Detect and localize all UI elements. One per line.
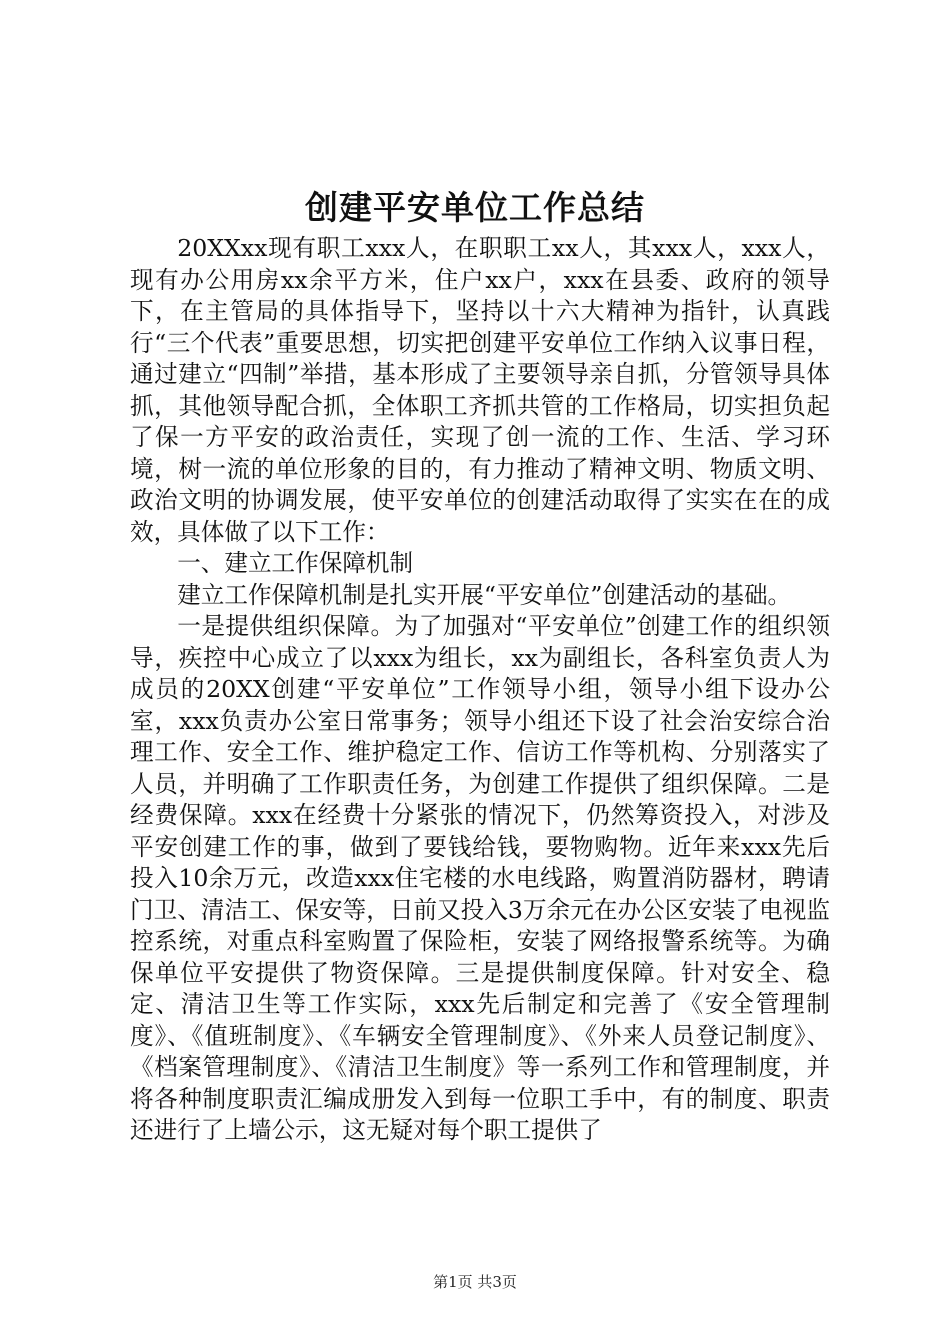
page-number-footer: 第1页 共3页 [433, 1273, 517, 1291]
document-title: 创建平安单位工作总结 [305, 188, 645, 227]
body-paragraph-guarantees: 一是提供组织保障。为了加强对“平安单位”创建工作的组织领导，疾控中心成立了以xxx为组长，xx为副组长，各科室负责人为成员的20XX创建“平安单位”工作领导小组，领导小组下设办公室，xxx负责办公室日常事务；领导小组还下设了社会治安综合治理工作、安全工作、维护稳定工作、信访工作等机构、分别落实了人员，并明确了工作职责任务，为创建工作提供了组织保障。二是经费保障。xxx在经费十分紧张的情况下，仍然筹资投入，对涉及平安创建工作的事，做到了要钱给钱，要物购物。近年来xxx先后投入10余万元，改造xxx住宅楼的水电线路，购置消防器材，聘请门卫、清洁工、保安等，日前又投入3万余元在办公区安装了电视监控系统，对重点科室购置了保险柜，安装了网络报警系统等。为确保单位平安提供了物资保障。三是提供制度保障。针对安全、稳定、清洁卫生等工作实际，xxx先后制定和完善了《安全管理制度》、《值班制度》、《车辆安全管理制度》、《外来人员登记制度》、《档案管理制度》、《清洁卫生制度》等一系列工作和管理制度，并将各种制度职责汇编成册发入到每一位职工手中，有的制度、职责还进行了上墙公示，这无疑对每个职工提供了 [130, 612, 830, 1144]
section-heading-1: 一、建立工作保障机制 [177, 549, 414, 577]
document-body [130, 233, 830, 1147]
body-paragraph-intro: 20XXxx现有职工xxx人，在职职工xx人，其xxx人，xxx人，现有办公用房xx余平方米，住户xx户，xxx在县委、政府的领导下，在主管局的具体指导下，坚持以十六大精神为指针，认真践行“三个代表”重要思想，切实把创建平安单位工作纳入议事日程，通过建立“四制”举措，基本形成了主要领导亲自抓，分管领导具体抓，其他领导配合抓，全体职工齐抓共管的工作格局，切实担负起了保一方平安的政治责任，实现了创一流的工作、生活、学习环境，树一流的单位形象的目的，有力推动了精神文明、物质文明、政治文明的协调发展，使平安单位的创建活动取得了实实在在的成效，具体做了以下工作： [130, 234, 830, 546]
body-paragraph-basis: 建立工作保障机制是扎实开展“平安单位”创建活动的基础。 [177, 580, 792, 609]
